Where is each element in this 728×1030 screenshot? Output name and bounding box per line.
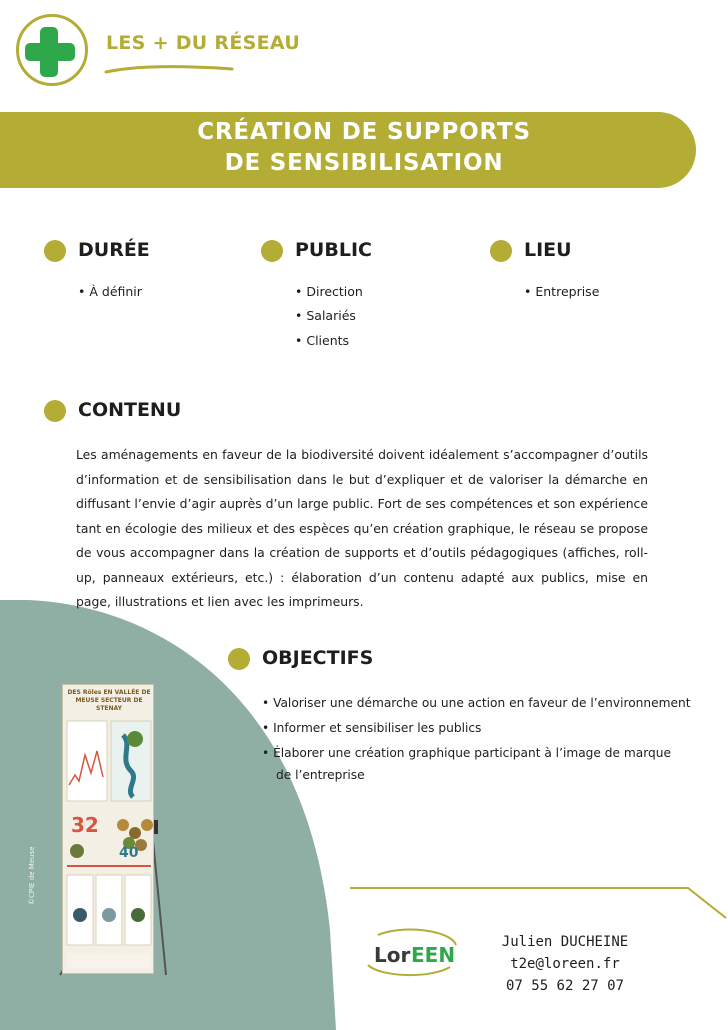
objectifs-item: • Valoriser une démarche ou une action en faveur de l’environnement [262, 696, 691, 710]
loreen-logo-text-een: EEN [411, 943, 456, 967]
loreen-logo-text-lor: Lor [374, 943, 411, 967]
rollup-banner-image [62, 684, 154, 974]
rollup-title: DES Rôles EN VALLÉE DE MEUSE SECTEUR DE STENAY [67, 689, 151, 712]
duree-dot-icon [44, 240, 66, 262]
rollup-small-number: 40 [119, 845, 139, 861]
objectifs-item: • Élaborer une création graphique participant à l’image de marque [262, 746, 671, 760]
contact-name: Julien DUCHEINE [501, 934, 629, 950]
public-heading: PUBLIC [295, 239, 372, 261]
objectifs-item-continuation: de l’entreprise [276, 768, 365, 782]
lieu-heading: LIEU [524, 239, 572, 261]
public-item: • Salariés [295, 308, 356, 323]
contenu-dot-icon [44, 400, 66, 422]
objectifs-item: • Informer et sensibiliser les publics [262, 721, 481, 735]
contenu-paragraph: Les aménagements en faveur de la biodiversité doivent idéalement s’accompagner d’outils d’information et de sensibilisation dans le but d’expliquer et de valoriser la démarche en diffusant l’envie d’agir auprès d’un large public. Fort de ses compétences et son expérience tant en écologie des milieux et des espèces qu’en création graphique, le réseau se propose de vous accompagner dans la création de supports et d’outils pédagogiques (affiches, roll-up, panneaux extérieurs, etc.) : élaboration d’un contenu adapté aux publics, mise en page, illustrations et lien avec les imprimeurs. [76, 447, 648, 609]
rollup-big-number: 32 [71, 813, 99, 837]
public-item: • Clients [295, 333, 349, 348]
brand-title: LES + DU RÉSEAU [106, 32, 301, 54]
contact-phone[interactable]: 07 55 62 27 07 [505, 978, 624, 994]
contenu-heading: CONTENU [78, 399, 182, 421]
brand-underline-swash [104, 62, 234, 76]
objectifs-dot-icon [228, 648, 250, 670]
loreen-logo [360, 925, 464, 981]
duree-item: • À définir [78, 284, 142, 299]
objectifs-heading: OBJECTIFS [262, 647, 374, 669]
footer-divider [350, 886, 728, 920]
duree-heading: DURÉE [78, 239, 150, 261]
page-title-line-1: CRÉATION DE SUPPORTS [197, 119, 531, 145]
page-title-line-2: DE SENSIBILISATION [224, 150, 504, 176]
rollup-illustration [63, 715, 154, 974]
photo-credit: ©CPIE de Meuse [28, 846, 36, 905]
lieu-item: • Entreprise [524, 284, 599, 299]
lieu-dot-icon [490, 240, 512, 262]
contact-email[interactable]: t2e@loreen.fr [510, 956, 620, 972]
plus-icon-bar [25, 43, 75, 61]
public-dot-icon [261, 240, 283, 262]
public-item: • Direction [295, 284, 363, 299]
